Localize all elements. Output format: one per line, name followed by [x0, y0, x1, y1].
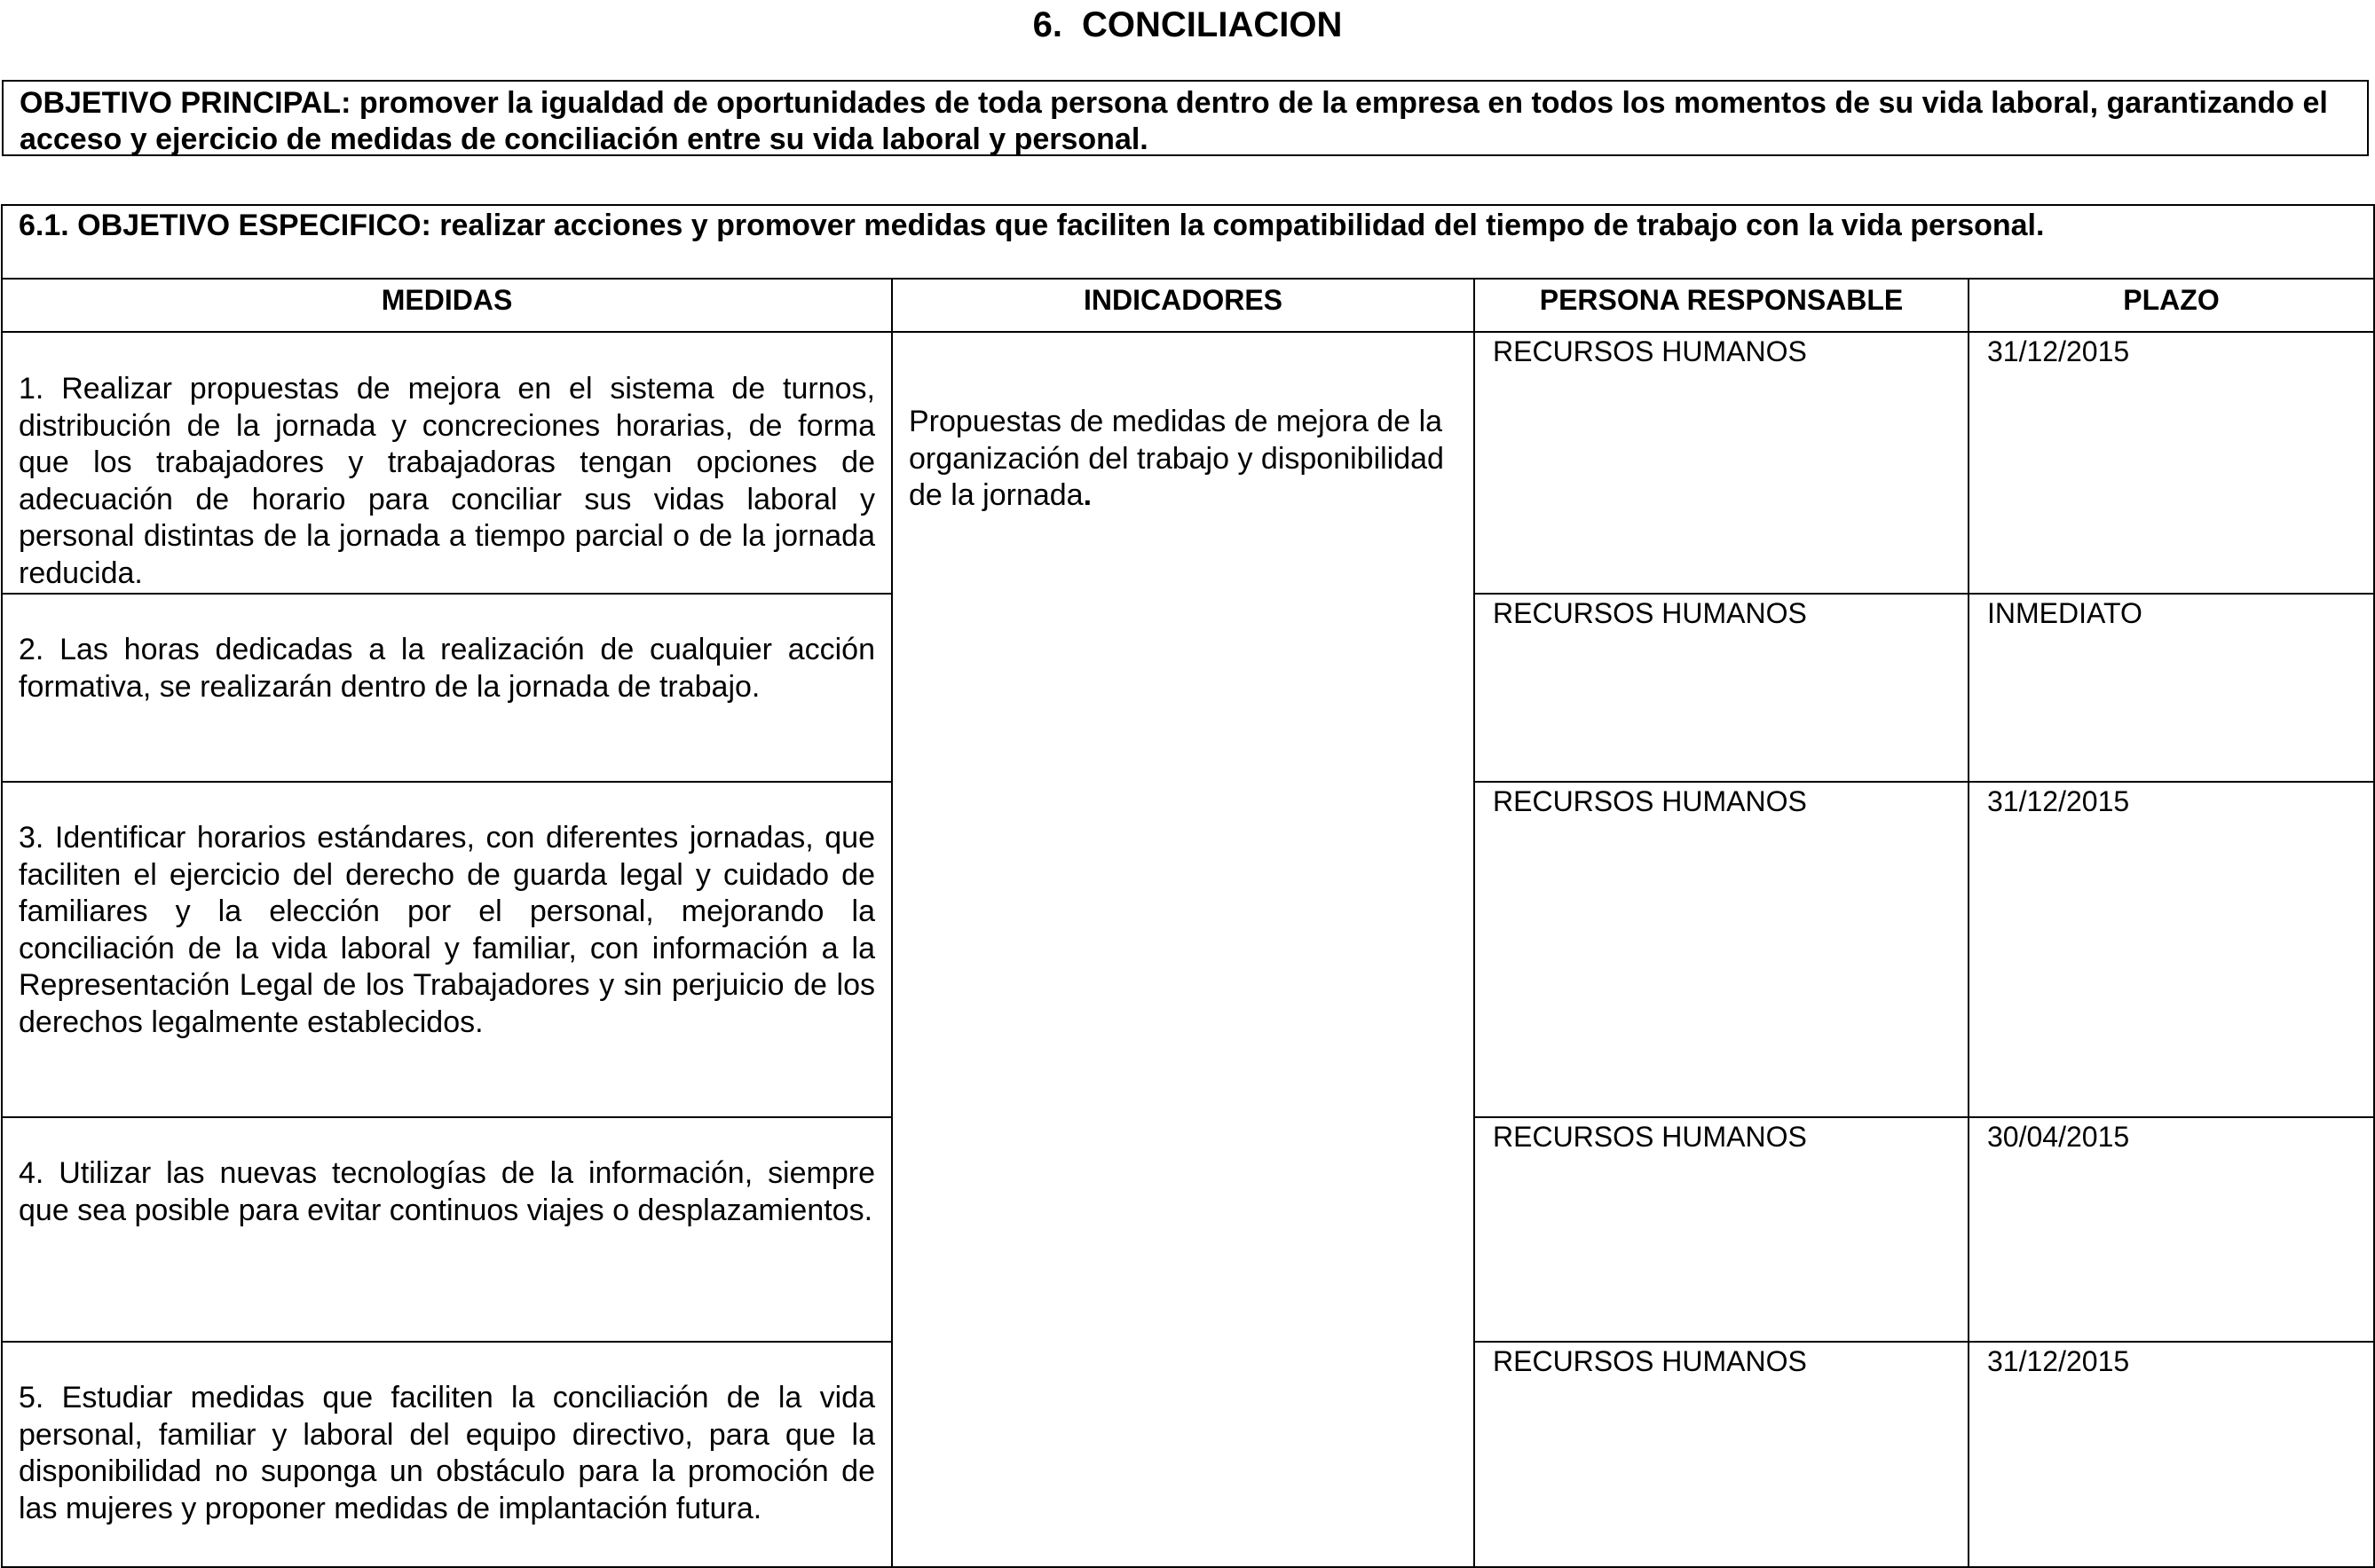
medida-text: 4. Utilizar las nuevas tecnologías de la información, siempre que sea posible para evitar continuos viajes o desplazamientos.: [19, 1156, 875, 1227]
medida-text: 3. Identificar horarios estándares, con diferentes jornadas, que faciliten el ejercicio del derecho de guarda legal y cuidado de familiares y la elección por el personal, mejorando la conciliación de la vida laboral y familiar, con información a la Representación Legal de los Trabajadores y sin perjuicio de los derechos legalmente establecidos.: [19, 821, 875, 1039]
table-header-row: [2, 279, 2374, 332]
medida-cell: [2, 782, 892, 1117]
medida-cell: [2, 332, 892, 594]
responsable-cell: RECURSOS HUMANOS: [1474, 782, 1969, 1117]
plazo-cell: 30/04/2015: [1969, 1117, 2374, 1342]
objetivo-especifico-label: 6.1. OBJETIVO ESPECIFICO:: [19, 209, 431, 242]
medida-text: 2. Las horas dedicadas a la realización de cualquier acción formativa, se realizarán dentro de la jornada de trabajo.: [19, 633, 875, 704]
section-number: 6.: [1032, 5, 1063, 44]
objetivo-principal-box: [2, 80, 2369, 156]
header-persona-responsable: PERSONA RESPONSABLE: [1474, 279, 1969, 332]
header-indicadores: INDICADORES: [892, 279, 1474, 332]
responsable-cell: RECURSOS HUMANOS: [1474, 1117, 1969, 1342]
medida-cell: [2, 1342, 892, 1567]
plazo-cell: 31/12/2015: [1969, 1342, 2374, 1567]
objetivo-especifico-cell: [2, 205, 2374, 279]
section-heading: [0, 4, 2375, 46]
medida-cell: [2, 594, 892, 782]
medida-cell: [2, 1117, 892, 1342]
responsable-cell: RECURSOS HUMANOS: [1474, 332, 1969, 594]
header-plazo: PLAZO: [1969, 279, 2374, 332]
plazo-cell: 31/12/2015: [1969, 782, 2374, 1117]
objetivo-principal-label: OBJETIVO PRINCIPAL:: [20, 86, 351, 120]
indicador-end: .: [1083, 478, 1093, 512]
plazo-cell: INMEDIATO: [1969, 594, 2374, 782]
plazo-cell: 31/12/2015: [1969, 332, 2374, 594]
medida-text: 1. Realizar propuestas de mejora en el sistema de turnos, distribución de la jornada y concreciones horarias, de forma que los trabajadores y trabajadoras tengan opciones de adecuación de horario para conciliar sus vidas laboral y personal distintas de la jornada a tiempo parcial o de la jornada reducida.: [19, 372, 875, 590]
responsable-cell: RECURSOS HUMANOS: [1474, 594, 1969, 782]
medida-text: 5. Estudiar medidas que faciliten la conciliación de la vida personal, familiar y laboral del equipo directivo, para que la disponibilidad no suponga un obstáculo para la promoción de las mujeres y proponer medidas de implantación futura.: [19, 1381, 875, 1525]
indicador-text: Propuestas de medidas de mejora de la organización del trabajo y disponibilidad de la jornada: [909, 405, 1444, 512]
table-row: [2, 332, 2374, 594]
objetivo-principal-text: promover la igualdad de oportunidades de toda persona dentro de la empresa en todos los momentos de su vida laboral, garantizando el acceso y ejercicio de medidas de conciliación entre su vida laboral y personal.: [20, 86, 2328, 156]
indicador-cell: [892, 332, 1474, 1567]
medidas-table: [1, 204, 2375, 1568]
header-medidas: MEDIDAS: [2, 279, 892, 332]
objetivo-especifico-text: realizar acciones y promover medidas que faciliten la compatibilidad del tiempo de trabajo con la vida personal.: [439, 209, 2045, 242]
objetivo-especifico-row: [2, 205, 2374, 279]
section-title: CONCILIACION: [1082, 5, 1343, 44]
responsable-cell: RECURSOS HUMANOS: [1474, 1342, 1969, 1567]
